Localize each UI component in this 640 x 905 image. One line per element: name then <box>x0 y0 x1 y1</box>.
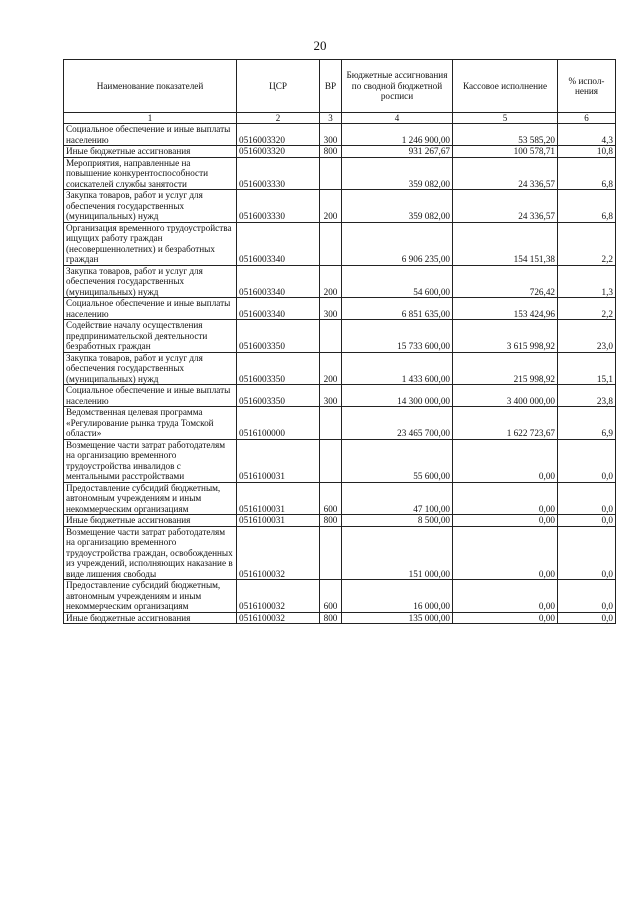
cell-percent: 0,0 <box>558 612 616 624</box>
cell-name: Предоставление субсидий бюджетным, автономным учреждениям и иным некоммерческим организациям <box>64 482 237 515</box>
table-row <box>64 190 616 223</box>
cell-budget: 1 246 900,00 <box>342 124 453 146</box>
cell-name: Социальное обеспечение и иные выплаты населению <box>64 385 237 407</box>
cell-vr: 800 <box>320 515 342 527</box>
cell-cash: 0,00 <box>453 526 558 580</box>
cell-vr: 200 <box>320 190 342 223</box>
cell-vr <box>320 526 342 580</box>
table-row <box>64 298 616 320</box>
cell-csr: 0516100032 <box>237 612 320 624</box>
table-row <box>64 124 616 146</box>
cell-csr: 0516100000 <box>237 407 320 440</box>
table-body <box>64 124 616 624</box>
table-row <box>64 146 616 158</box>
cell-cash: 0,00 <box>453 439 558 482</box>
cell-csr: 0516003350 <box>237 352 320 385</box>
cell-vr <box>320 157 342 190</box>
cell-percent: 4,3 <box>558 124 616 146</box>
cell-cash: 0,00 <box>453 580 558 613</box>
header-budget: Бюджетные ассигнования по сводной бюджетной росписи <box>342 60 453 113</box>
cell-csr: 0516100031 <box>237 482 320 515</box>
header-csr: ЦСР <box>237 60 320 113</box>
header-vr: ВР <box>320 60 342 113</box>
cell-cash: 100 578,71 <box>453 146 558 158</box>
cell-budget: 1 433 600,00 <box>342 352 453 385</box>
cell-name: Закупка товаров, работ и услуг для обеспечения государственных (муниципальных) нужд <box>64 352 237 385</box>
cell-cash: 3 615 998,92 <box>453 320 558 353</box>
cell-vr: 800 <box>320 612 342 624</box>
cell-percent: 0,0 <box>558 580 616 613</box>
cell-cash: 1 622 723,67 <box>453 407 558 440</box>
table-row <box>64 385 616 407</box>
cell-cash: 215 998,92 <box>453 352 558 385</box>
header-percent: % испол-нения <box>558 60 616 113</box>
cell-vr: 800 <box>320 146 342 158</box>
cell-csr: 0516100032 <box>237 580 320 613</box>
cell-csr: 0516003350 <box>237 320 320 353</box>
cell-vr <box>320 222 342 265</box>
header-cash: Кассовое исполнение <box>453 60 558 113</box>
table-row <box>64 526 616 580</box>
table-row <box>64 482 616 515</box>
table-row <box>64 320 616 353</box>
cell-name: Предоставление субсидий бюджетным, автономным учреждениям и иным некоммерческим организациям <box>64 580 237 613</box>
cell-cash: 0,00 <box>453 515 558 527</box>
cell-percent: 15,1 <box>558 352 616 385</box>
cell-cash: 24 336,57 <box>453 157 558 190</box>
cell-percent: 0,0 <box>558 515 616 527</box>
cell-csr: 0516003330 <box>237 190 320 223</box>
table-row <box>64 515 616 527</box>
cell-cash: 154 151,38 <box>453 222 558 265</box>
table-row <box>64 612 616 624</box>
cell-vr: 200 <box>320 352 342 385</box>
cell-name: Закупка товаров, работ и услуг для обеспечения государственных (муниципальных) нужд <box>64 190 237 223</box>
cell-csr: 0516003350 <box>237 385 320 407</box>
cell-percent: 2,2 <box>558 222 616 265</box>
header-row <box>64 60 616 113</box>
table-row <box>64 265 616 298</box>
cell-percent: 1,3 <box>558 265 616 298</box>
cell-name: Ведомственная целевая программа «Регулирование рынка труда Томской области» <box>64 407 237 440</box>
cell-cash: 0,00 <box>453 482 558 515</box>
cell-name: Социальное обеспечение и иные выплаты населению <box>64 298 237 320</box>
cell-name: Мероприятия, направленные на повышение конкурентоспособности соискателей службы занятости <box>64 157 237 190</box>
cell-vr <box>320 320 342 353</box>
cell-csr: 0516100032 <box>237 526 320 580</box>
table-row <box>64 580 616 613</box>
table-row <box>64 222 616 265</box>
page-number: 20 <box>313 38 327 53</box>
cell-csr: 0516100031 <box>237 515 320 527</box>
column-number: 2 <box>237 113 320 124</box>
cell-cash: 726,42 <box>453 265 558 298</box>
cell-cash: 53 585,20 <box>453 124 558 146</box>
cell-budget: 55 600,00 <box>342 439 453 482</box>
cell-budget: 47 100,00 <box>342 482 453 515</box>
cell-cash: 24 336,57 <box>453 190 558 223</box>
cell-vr: 300 <box>320 124 342 146</box>
cell-name: Организация временного трудоустройства ищущих работу граждан (несовершеннолетних) и безработных граждан <box>64 222 237 265</box>
header-name: Наименование показателей <box>64 60 237 113</box>
cell-cash: 153 424,96 <box>453 298 558 320</box>
cell-budget: 135 000,00 <box>342 612 453 624</box>
column-number: 4 <box>342 113 453 124</box>
cell-vr: 600 <box>320 580 342 613</box>
cell-csr: 0516003340 <box>237 265 320 298</box>
cell-budget: 8 500,00 <box>342 515 453 527</box>
column-number-row <box>64 113 616 124</box>
cell-percent: 6,8 <box>558 157 616 190</box>
table-row <box>64 407 616 440</box>
cell-csr: 0516003320 <box>237 146 320 158</box>
cell-vr: 200 <box>320 265 342 298</box>
cell-budget: 15 733 600,00 <box>342 320 453 353</box>
cell-csr: 0516003330 <box>237 157 320 190</box>
cell-cash: 3 400 000,00 <box>453 385 558 407</box>
column-number: 3 <box>320 113 342 124</box>
cell-percent: 2,2 <box>558 298 616 320</box>
cell-budget: 151 000,00 <box>342 526 453 580</box>
cell-vr: 300 <box>320 298 342 320</box>
cell-csr: 0516003320 <box>237 124 320 146</box>
cell-csr: 0516003340 <box>237 298 320 320</box>
cell-name: Возмещение части затрат работодателям на организацию временного трудоустройства граждан, освобожденных из учреждений, исполняющих наказание в виде лишения свободы <box>64 526 237 580</box>
cell-vr <box>320 407 342 440</box>
cell-percent: 0,0 <box>558 482 616 515</box>
cell-budget: 23 465 700,00 <box>342 407 453 440</box>
cell-vr: 600 <box>320 482 342 515</box>
cell-budget: 16 000,00 <box>342 580 453 613</box>
cell-csr: 0516100031 <box>237 439 320 482</box>
column-number: 1 <box>64 113 237 124</box>
table-row <box>64 352 616 385</box>
cell-name: Иные бюджетные ассигнования <box>64 146 237 158</box>
cell-vr <box>320 439 342 482</box>
cell-budget: 359 082,00 <box>342 190 453 223</box>
cell-name: Иные бюджетные ассигнования <box>64 612 237 624</box>
cell-csr: 0516003340 <box>237 222 320 265</box>
cell-name: Иные бюджетные ассигнования <box>64 515 237 527</box>
cell-budget: 6 851 635,00 <box>342 298 453 320</box>
column-number: 5 <box>453 113 558 124</box>
cell-percent: 23,0 <box>558 320 616 353</box>
cell-percent: 10,8 <box>558 146 616 158</box>
budget-execution-table <box>63 59 616 624</box>
cell-budget: 14 300 000,00 <box>342 385 453 407</box>
cell-budget: 359 082,00 <box>342 157 453 190</box>
cell-name: Содействие началу осуществления предпринимательской деятельности безработных граждан <box>64 320 237 353</box>
table-row <box>64 439 616 482</box>
cell-percent: 23,8 <box>558 385 616 407</box>
cell-percent: 6,8 <box>558 190 616 223</box>
column-number: 6 <box>558 113 616 124</box>
cell-budget: 54 600,00 <box>342 265 453 298</box>
cell-vr: 300 <box>320 385 342 407</box>
cell-budget: 6 906 235,00 <box>342 222 453 265</box>
cell-name: Закупка товаров, работ и услуг для обеспечения государственных (муниципальных) нужд <box>64 265 237 298</box>
table-row <box>64 157 616 190</box>
cell-name: Социальное обеспечение и иные выплаты населению <box>64 124 237 146</box>
cell-name: Возмещение части затрат работодателям на организацию временного трудоустройства инвалидов с ментальными расстройствами <box>64 439 237 482</box>
cell-budget: 931 267,67 <box>342 146 453 158</box>
cell-cash: 0,00 <box>453 612 558 624</box>
cell-percent: 0,0 <box>558 526 616 580</box>
cell-percent: 6,9 <box>558 407 616 440</box>
cell-percent: 0,0 <box>558 439 616 482</box>
